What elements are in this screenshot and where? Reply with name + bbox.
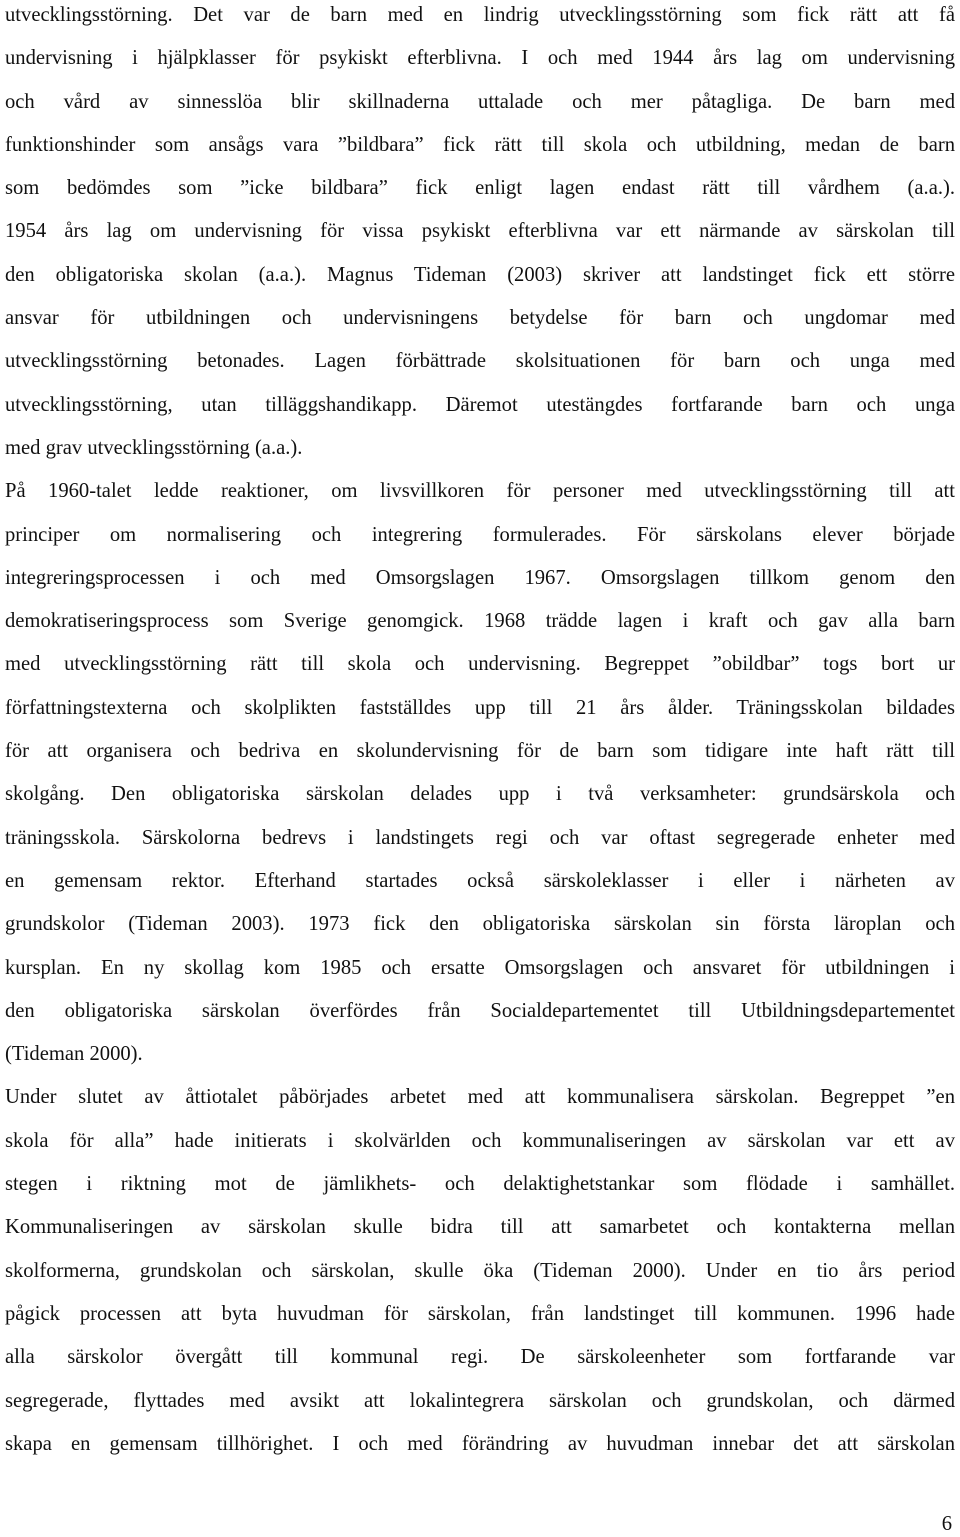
text-line: grundskolor (Tideman 2003). 1973 fick den obligatoriska särskolan sin första läroplan och xyxy=(5,913,955,936)
paragraph xyxy=(5,1076,955,1466)
text-line: författningstexterna och skolplikten fastställdes upp till 21 års ålder. Träningsskolan bildades xyxy=(5,696,955,719)
text-line: kursplan. En ny skollag kom 1985 och ersatte Omsorgslagen och ansvaret för utbildningen i xyxy=(5,956,955,979)
text-line: ansvar för utbildningen och undervisningens betydelse för barn och ungdomar med xyxy=(5,307,955,330)
document-body xyxy=(5,0,955,1466)
text-line: skolformerna, grundskolan och särskolan, skulle öka (Tideman 2000). Under en tio års period xyxy=(5,1259,955,1282)
text-line: Kommunaliseringen av särskolan skulle bidra till att samarbetet och kontakterna mellan xyxy=(5,1216,955,1239)
text-line: med utvecklingsstörning rätt till skola och undervisning. Begreppet ”obildbar” togs bort ur xyxy=(5,653,955,676)
text-line: pågick processen att byta huvudman för särskolan, från landstinget till kommunen. 1996 hade xyxy=(5,1302,955,1325)
text-line: integreringsprocessen i och med Omsorgslagen 1967. Omsorgslagen tillkom genom den xyxy=(5,566,955,589)
text-line: skola för alla” hade initierats i skolvärlden och kommunaliseringen av särskolan var ett av xyxy=(5,1129,955,1152)
text-line: utvecklingsstörning, utan tilläggshandikapp. Däremot utestängdes fortfarande barn och unga xyxy=(5,393,955,416)
text-line: Under slutet av åttiotalet påbörjades arbetet med att kommunalisera särskolan. Begreppet ”en xyxy=(5,1086,955,1109)
text-line: och vård av sinnesslöa blir skillnaderna uttalade och mer påtagliga. De barn med xyxy=(5,90,955,113)
paragraph xyxy=(5,470,955,1076)
paragraph xyxy=(5,0,955,470)
text-line: segregerade, flyttades med avsikt att lokalintegrera särskolan och grundskolan, och därmed xyxy=(5,1389,955,1412)
text-line: med grav utvecklingsstörning (a.a.). xyxy=(5,436,303,459)
text-line: 1954 års lag om undervisning för vissa psykiskt efterblivna var ett närmande av särskolan till xyxy=(5,220,955,243)
text-line: den obligatoriska skolan (a.a.). Magnus Tideman (2003) skriver att landstinget fick ett större xyxy=(5,263,955,286)
text-line: demokratiseringsprocess som Sverige genomgick. 1968 trädde lagen i kraft och gav alla barn xyxy=(5,610,955,633)
text-line: träningsskola. Särskolorna bedrevs i landstingets regi och var oftast segregerade enheter med xyxy=(5,826,955,849)
text-line: principer om normalisering och integrering formulerades. För särskolans elever började xyxy=(5,523,955,546)
page-number: 6 xyxy=(941,1513,952,1535)
text-line: undervisning i hjälpklasser för psykiskt efterblivna. I och med 1944 års lag om undervisning xyxy=(5,47,955,70)
text-line: utvecklingsstörning betonades. Lagen förbättrade skolsituationen för barn och unga med xyxy=(5,350,955,373)
text-line: som bedömdes som ”icke bildbara” fick enligt lagen endast rätt till vårdhem (a.a.). xyxy=(5,177,955,200)
text-line: skolgång. Den obligatoriska särskolan delades upp i två verksamheter: grundsärskola och xyxy=(5,783,955,806)
text-line: stegen i riktning mot de jämlikhets- och delaktighetstankar som flödade i samhället. xyxy=(5,1173,955,1196)
text-line: funktionshinder som ansågs vara ”bildbara” fick rätt till skola och utbildning, medan de barn xyxy=(5,133,955,156)
text-line: för att organisera och bedriva en skolundervisning för de barn som tidigare inte haft rätt till xyxy=(5,740,955,763)
text-line: den obligatoriska särskolan överfördes från Socialdepartementet till Utbildningsdepartementet xyxy=(5,999,955,1022)
text-line: På 1960-talet ledde reaktioner, om livsvillkoren för personer med utvecklingsstörning till att xyxy=(5,480,955,503)
text-line: alla särskolor övergått till kommunal regi. De särskoleenheter som fortfarande var xyxy=(5,1346,955,1369)
text-line: en gemensam rektor. Efterhand startades också särskoleklasser i eller i närheten av xyxy=(5,869,955,892)
text-line: skapa en gemensam tillhörighet. I och med förändring av huvudman innebar det att särskolan xyxy=(5,1432,955,1455)
text-line: (Tideman 2000). xyxy=(5,1043,143,1066)
text-line: utvecklingsstörning. Det var de barn med en lindrig utvecklingsstörning som fick rätt att få xyxy=(5,4,955,26)
